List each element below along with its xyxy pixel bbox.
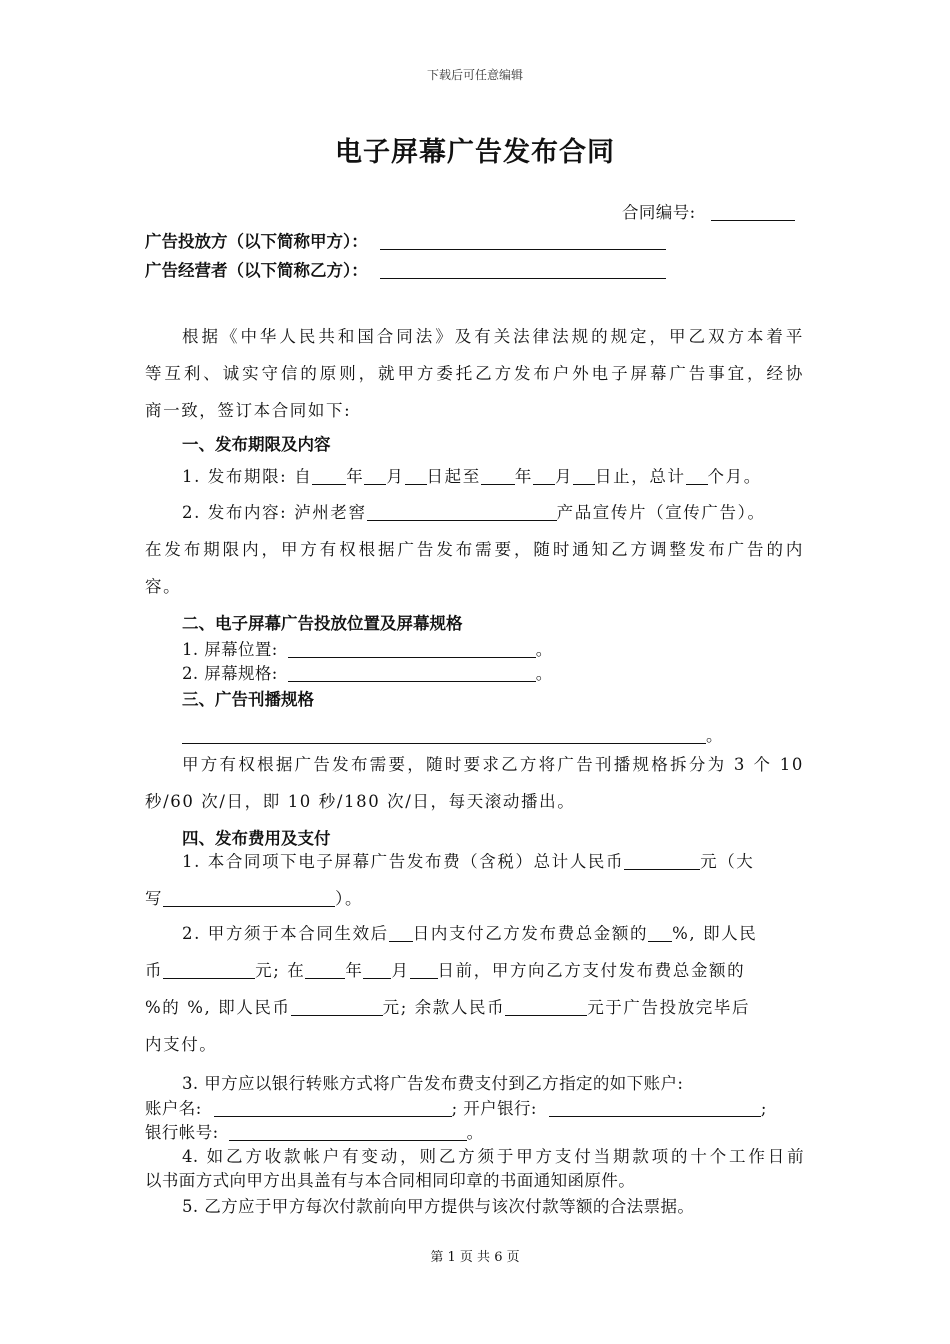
section-2-heading: 二、电子屏幕广告投放位置及屏幕规格	[182, 614, 463, 633]
second-percent-label: %的 %, 即人民币	[145, 998, 291, 1017]
screen-position-blank[interactable]	[288, 641, 536, 659]
section-3-line-1: 甲方有权根据广告发布需要，随时要求乙方将广告刊播规格拆分为 3 个 10	[182, 755, 804, 774]
months-label: 个月。	[707, 467, 762, 486]
screen-position-label: 1. 屏幕位置:	[182, 640, 278, 659]
header-note: 下载后可任意编辑	[426, 68, 523, 82]
section-1-heading: 一、发布期限及内容	[182, 435, 331, 454]
content-blank[interactable]	[367, 504, 557, 522]
contract-number-label: 合同编号:	[622, 203, 696, 222]
date-month-blank[interactable]	[363, 962, 391, 980]
period-mark: 。	[535, 640, 553, 659]
intro-line-2: 等互利、诚实守信的原则，就甲方委托乙方发布户外电子屏幕广告事宜，经协	[145, 364, 804, 383]
section-1-item-1	[182, 458, 762, 495]
intro-line-1: 根据《中华人民共和国合同法》及有关法律法规的规定，甲乙双方本着平	[182, 327, 804, 346]
section-4-item-2	[182, 915, 757, 952]
balance-label: 元; 余款人民币	[382, 998, 506, 1017]
second-amount-blank[interactable]	[291, 999, 383, 1017]
at-label: 元; 在	[255, 961, 306, 980]
account-number-label: 银行帐号:	[145, 1123, 219, 1142]
end-year-blank[interactable]	[481, 468, 515, 486]
screen-position-row	[182, 636, 553, 660]
fee-unit-label: 元（大	[700, 852, 755, 871]
fee-total-blank[interactable]	[624, 853, 700, 871]
contract-number-blank[interactable]	[711, 204, 795, 222]
payment-percent-label: 日内支付乙方发布费总金额的	[412, 924, 649, 943]
month-label: 月	[386, 467, 405, 486]
section-1-line-3: 容。	[145, 577, 182, 596]
screen-spec-blank[interactable]	[288, 665, 536, 683]
broadcast-spec-row	[182, 722, 723, 746]
bank-label: ; 开户银行:	[451, 1099, 537, 1118]
start-year-blank[interactable]	[312, 468, 346, 486]
balance-amount-blank[interactable]	[505, 999, 587, 1017]
section-3-line-2: 秒/60 次/日，即 10 秒/180 次/日，每天滚动播出。	[145, 792, 576, 811]
party-a-label: 广告投放方（以下简称甲方）：	[145, 232, 368, 251]
uppercase-label: 写	[145, 889, 164, 908]
end-month-blank[interactable]	[533, 468, 555, 486]
payment-days-blank[interactable]	[389, 925, 413, 943]
date-day-blank[interactable]	[410, 962, 438, 980]
total-label: 日止，总计	[595, 467, 686, 486]
section-4-item-1	[182, 843, 754, 880]
currency-label: 币	[145, 961, 164, 980]
section-4-item-4-line-2: 以书面方式向甲方出具盖有与本合同相同印章的书面通知函原件。	[145, 1171, 636, 1190]
date-year-blank[interactable]	[305, 962, 345, 980]
party-a-blank[interactable]	[380, 233, 666, 251]
section-4-item-5: 5. 乙方应于甲方每次付款前向甲方提供与该次付款等额的合法票据。	[182, 1197, 695, 1216]
semicolon: ;	[760, 1099, 767, 1118]
month-label-3: 月	[391, 961, 410, 980]
month-label-2: 月	[554, 467, 574, 486]
close-paren: ）。	[335, 889, 364, 908]
start-month-blank[interactable]	[364, 468, 386, 486]
broadcast-spec-blank[interactable]	[182, 727, 706, 745]
total-months-blank[interactable]	[686, 468, 708, 486]
first-amount-blank[interactable]	[163, 962, 255, 980]
section-3-heading: 三、广告刊播规格	[182, 690, 314, 709]
page-number: 第 1 页 共 6 页	[430, 1250, 520, 1265]
account-name-label: 账户名:	[145, 1099, 202, 1118]
bank-blank[interactable]	[549, 1100, 761, 1118]
end-day-blank[interactable]	[573, 468, 595, 486]
section-4-item-2-line-4: 内支付。	[145, 1035, 218, 1054]
fee-total-label: 1. 本合同项下电子屏幕广告发布费（含税）总计人民币	[182, 852, 625, 871]
party-a-row	[145, 228, 666, 252]
fee-uppercase-blank[interactable]	[163, 890, 335, 908]
period-mark: 。	[706, 726, 723, 745]
section-1-item-2	[182, 494, 766, 531]
screen-spec-label: 2. 屏幕规格:	[182, 664, 278, 683]
intro-line-3: 商一致，签订本合同如下:	[145, 401, 352, 420]
period-from-label: 1. 发布期限: 自	[182, 467, 313, 486]
document-title: 电子屏幕广告发布合同	[335, 137, 615, 168]
rmb-label: %, 即人民	[672, 924, 758, 943]
period-mark: 。	[535, 664, 553, 683]
payment-percent-blank[interactable]	[648, 925, 672, 943]
section-4-item-3: 3. 甲方应以银行转账方式将广告发布费支付到乙方指定的如下账户:	[182, 1074, 684, 1093]
balance-suffix: 元于广告投放完毕后	[587, 998, 751, 1017]
start-day-blank[interactable]	[405, 468, 427, 486]
account-row	[145, 1095, 767, 1119]
day-to-label: 日起至	[426, 467, 481, 486]
account-number-blank[interactable]	[229, 1124, 467, 1142]
party-b-blank[interactable]	[380, 262, 666, 280]
payment-days-label: 2. 甲方须于本合同生效后	[182, 924, 389, 943]
section-4-heading: 四、发布费用及支付	[182, 829, 331, 848]
section-1-line-2: 在发布期限内，甲方有权根据广告发布需要，随时通知乙方调整发布广告的内	[145, 540, 804, 559]
year-label-3: 年	[345, 961, 364, 980]
content-label: 2. 发布内容: 泸州老窖	[182, 503, 367, 522]
content-suffix: 产品宣传片（宣传广告）。	[556, 503, 766, 522]
account-number-row	[145, 1119, 483, 1143]
contract-number-row	[622, 199, 795, 223]
account-name-blank[interactable]	[214, 1100, 452, 1118]
section-4-item-4-line-1: 4. 如乙方收款帐户有变动，则乙方须于甲方支付当期款项的十个工作日前	[182, 1147, 804, 1166]
section-4-item-2-line-2	[145, 952, 745, 989]
party-b-row	[145, 257, 666, 281]
year-label: 年	[346, 467, 365, 486]
year-label-2: 年	[514, 467, 533, 486]
section-4-item-2-line-3	[145, 989, 750, 1026]
second-payment-label: 日前，甲方向乙方支付发布费总金额的	[437, 961, 746, 980]
screen-spec-row	[182, 660, 553, 684]
party-b-label: 广告经营者（以下简称乙方）：	[145, 261, 368, 280]
section-4-item-1-cont	[145, 880, 363, 917]
period-mark: 。	[466, 1123, 484, 1142]
